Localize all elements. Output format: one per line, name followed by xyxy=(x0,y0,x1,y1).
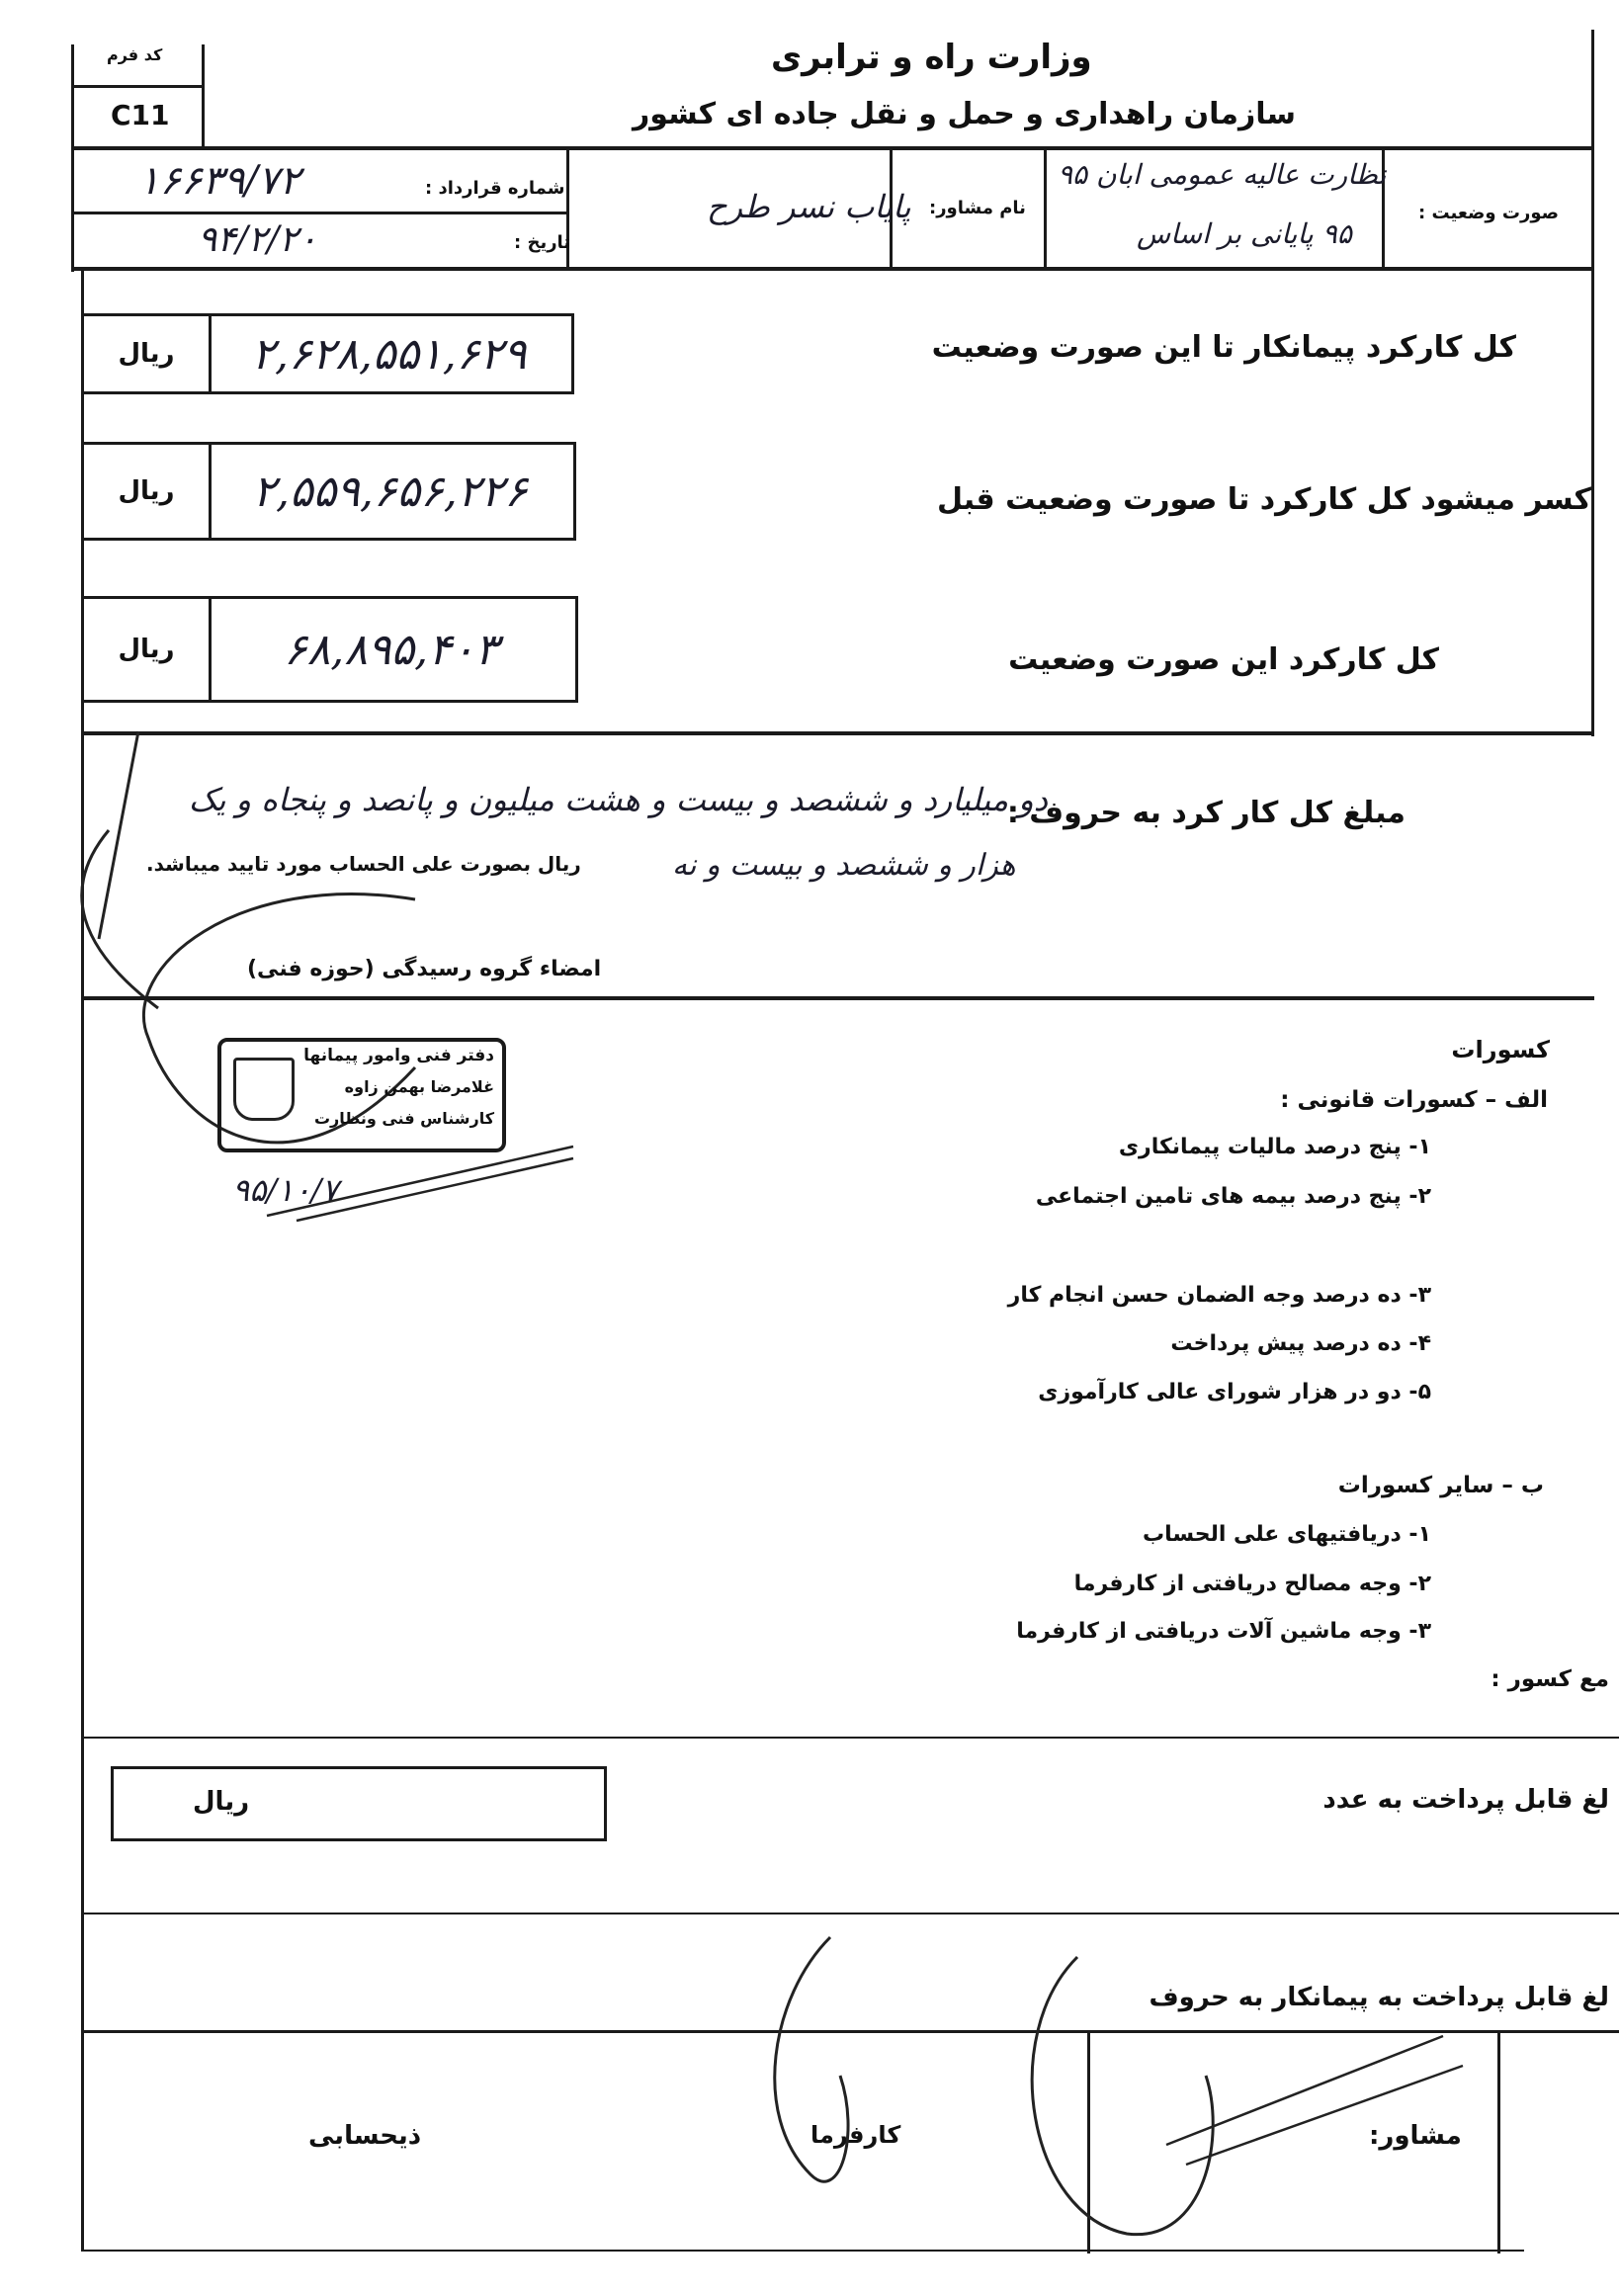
approval-text: ریال بصورت علی الحساب مورد تایید میباشد. xyxy=(146,852,581,876)
amount-value: ۲,۵۵۹,۶۵۶,۲۲۶ xyxy=(252,466,528,517)
form-code-label: کد فرم xyxy=(107,45,163,64)
contractor-signature: پایاب نسر طرح xyxy=(707,188,911,225)
col-div xyxy=(1044,146,1047,269)
consultant-signature-label: مشاور: xyxy=(1369,2121,1462,2151)
deductions-title: کسورات xyxy=(1451,1036,1550,1063)
legal-deductions-title: الف – کسورات قانونی : xyxy=(1280,1087,1548,1113)
stamp-line-3: کارشناس فنی ونظارت xyxy=(313,1109,494,1128)
accountant-signature-label: ذیحسابی xyxy=(308,2121,422,2151)
in-words-handwritten-1: دو میلیارد و ششصد و بیست و هشت میلیون و پانصد و پنجاه و یک xyxy=(188,781,1048,818)
employer-signature-label: کارفرما xyxy=(810,2121,901,2149)
amount-value: ۶۸,۸۹۵,۴۰۳ xyxy=(283,624,499,675)
legal-item: ۲- پنج درصد بیمه های تامین اجتماعی xyxy=(1035,1184,1431,1209)
contract-number-value: ۱۶۶۳۹/۷۲ xyxy=(138,158,300,204)
other-item: ۳- وجه ماشین آلات دریافتی از کارفرما xyxy=(1016,1619,1431,1644)
other-item: ۱- دریافتیهای علی الحساب xyxy=(1142,1522,1431,1547)
review-group-signature-label: امضاء گروه رسیدگی (حوزه فنی) xyxy=(247,957,602,981)
amount-label-previous: کسر میشود کل کارکرد تا صورت وضعیت قبل xyxy=(937,482,1591,517)
statement-handwritten-2: ۹۵ پایانی بر اساس xyxy=(1137,217,1352,250)
statement-label: صورت وضعیت : xyxy=(1418,203,1560,223)
payable-words-label: لغ قابل پرداخت به پیمانکار به حروف xyxy=(1149,1983,1609,2012)
amount-box-current xyxy=(81,596,578,703)
bottom-border xyxy=(81,2250,1524,2252)
date-value: ۹۴/۲/۲۰ xyxy=(198,219,317,260)
in-words-handwritten-2: هزار و ششصد و بیست و نه xyxy=(672,848,1016,883)
other-item: ۲- وجه مصالح دریافتی از کارفرما xyxy=(1073,1572,1431,1596)
amount-label-total: کل کارکرد پیمانکار تا این صورت وضعیت xyxy=(931,330,1516,365)
contract-number-label: شماره قرارداد : xyxy=(425,178,565,199)
payable-numeric-label: لغ قابل پرداخت به عدد xyxy=(1322,1785,1609,1815)
right-border xyxy=(1591,30,1594,736)
info-row-top xyxy=(71,146,1594,150)
stamp-date: ۹۵/۱۰/۷ xyxy=(232,1171,339,1209)
currency-label: ریال xyxy=(84,599,212,700)
emblem-icon xyxy=(233,1058,295,1121)
organization-title: سازمان راهداری و حمل و نقل جاده ای کشور xyxy=(633,97,1297,131)
in-words-label: مبلغ کل کار کرد به حروف : xyxy=(1006,796,1406,830)
code-box-line xyxy=(71,85,204,88)
legal-item: ۴- ده درصد پیش پرداخت xyxy=(1170,1331,1431,1356)
stamp-signature-lines xyxy=(257,1137,583,1226)
payable-currency: ریال xyxy=(193,1787,250,1817)
date-label: تاریخ : xyxy=(514,232,571,253)
statement-handwritten-1: نظارت عالیه عمومی ابان ۹۵ xyxy=(1058,158,1387,191)
form-code: C11 xyxy=(111,99,170,131)
code-box-divider xyxy=(202,44,205,147)
info-row-bottom xyxy=(71,267,1594,271)
stamp-line-1: دفتر فنی وامور پیمانها xyxy=(303,1046,494,1065)
amount-label-current: کل کارکرد این صورت وضعیت xyxy=(1008,642,1439,677)
total-deductions-label: مع کسور : xyxy=(1491,1666,1609,1692)
stamp-line-2: غلامرضا بهمن زاوه xyxy=(344,1077,494,1096)
amount-box-total xyxy=(81,313,574,394)
legal-item: ۵- دو در هزار شورای عالی کارآموزی xyxy=(1038,1380,1431,1404)
section-divider xyxy=(81,1913,1619,1914)
section-divider xyxy=(81,1737,1619,1739)
consultant-label: نام مشاور: xyxy=(929,198,1026,218)
payable-amount-box xyxy=(111,1766,607,1841)
legal-item: ۱- پنج درصد مالیات پیمانکاری xyxy=(1118,1135,1431,1159)
currency-label: ریال xyxy=(84,316,212,391)
approval-stamp xyxy=(217,1038,506,1152)
left-border xyxy=(81,269,84,2252)
amount-value: ۲,۶۲۸,۵۵۱,۶۲۹ xyxy=(251,328,527,380)
employer-signature-scribble xyxy=(751,1917,1542,2253)
ministry-title: وزارت راه و ترابری xyxy=(771,38,1092,77)
legal-item: ۳- ده درصد وجه الضمان حسن انجام کار xyxy=(1007,1283,1431,1308)
other-deductions-title: ب – سایر کسورات xyxy=(1337,1473,1544,1498)
currency-label: ریال xyxy=(84,445,212,538)
amount-box-previous xyxy=(81,442,576,541)
info-row-mid xyxy=(71,212,568,214)
section-divider xyxy=(81,996,1594,1000)
left-border-top xyxy=(71,44,74,272)
